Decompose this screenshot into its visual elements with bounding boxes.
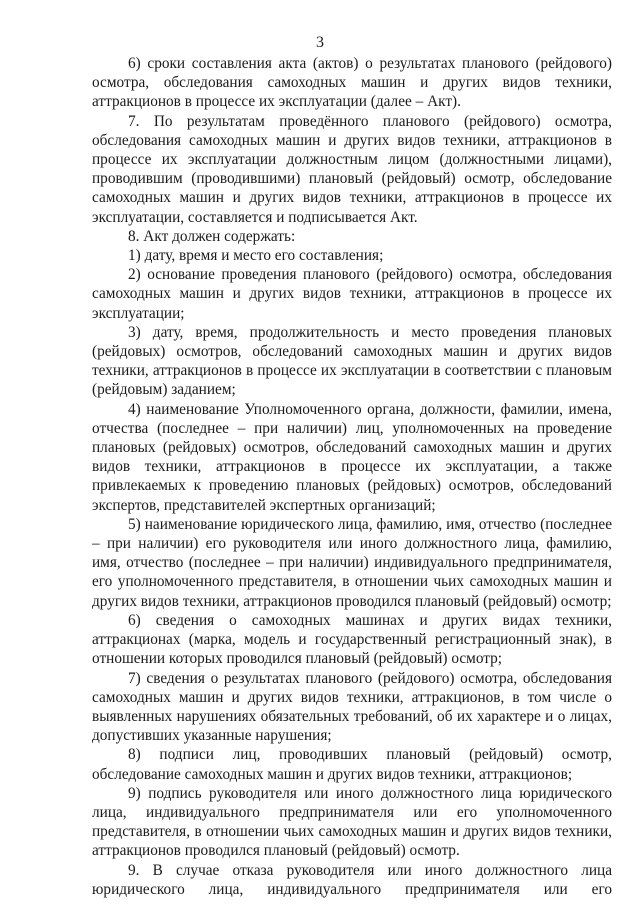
list-item-7-results: 7) сведения о результатах планового (рейдового) осмотра, обследования самоходных машин и других видов техники, аттракционов, в том числе о выявленных нарушениях обязательных требований, об их характере и о лицах, допустивших указанные нарушения; [92,669,612,745]
paragraph-8-act-contents: 8. Акт должен содержать: [128,227,296,245]
list-item-4-authority: 4) наименование Уполномоченного органа, должности, фамилии, имена, отчества (последнее – при наличии) лиц, уполномоченных на проведение плановых (рейдовых) осмотров, обследований самоходных машин и других видов техники, аттракционов в процессе их эксплуатации, а также привлекаемых к проведению плановых (рейдовых) осмотров, обследований экспертов, представителей экспертных организаций; [92,400,612,514]
paragraph-6-act-deadlines: 6) сроки составления акта (актов) о результатах планового (рейдового) осмотра, обследования самоходных машин и других видов техники, аттракционов в процессе их эксплуатации (далее – Акт). [92,55,612,111]
list-item-2-grounds: 2) основание проведения планового (рейдового) осмотра, обследования самоходных машин и других видов техники, аттракционов в процессе их эксплуатации; [92,266,612,322]
list-item-6-machine-info: 6) сведения о самоходных машинах и других видах техники, аттракционах (марка, модель и государственный регистрационный знак), в отношении которых проводился плановый (рейдовый) осмотр; [92,611,612,668]
page-number: 3 [316,34,324,51]
list-item-1-date-place: 1) дату, время и место его составления; [128,247,384,265]
list-item-9-representative-signature: 9) подпись руководителя или иного должностного лица юридического лица, индивидуального предпринимателя или его уполномоченного представителя, в отношении чьих самоходных машин и других видов техники, аттракционов проводился плановый (рейдовый) осмотр. [92,784,612,860]
list-item-5-legal-entity: 5) наименование юридического лица, фамилию, имя, отчество (последнее – при наличии) его руководителя или иного должностного лица, фамилию, имя, отчество (последнее – при наличии) индивидуального предпринимателя, его уполномоченного представителя, в отношении чьих самоходных машин и других видов техники, аттракционов проводился плановый (рейдовый) осмотр; [92,515,612,610]
paragraph-9-refusal: 9. В случае отказа руководителя или иного должностного лица юридического лица, индивидуального предпринимателя или его [92,861,612,898]
list-item-3-date-duration: 3) дату, время, продолжительность и место проведения плановых (рейдовых) осмотров, обследований самоходных машин и других видов техники, аттракционов в процессе их эксплуатации в соответствии с плановым (рейдовым) заданием; [92,323,612,399]
paragraph-7-act-drafting: 7. По результатам проведённого планового (рейдового) осмотра, обследования самоходных машин и других видов техники, аттракционов в процессе их эксплуатации должностным лицом (должностными лицами), проводившим (проводившими) плановый (рейдовый) осмотр, обследование самоходных машин и других видов техники, аттракционов в процессе их эксплуатации, составляется и подписывается Акт. [92,112,612,226]
list-item-8-signatures: 8) подписи лиц, проводивших плановый (рейдовый) осмотр, обследование самоходных машин и других видов техники, аттракционов; [92,746,612,783]
document-body [92,54,612,899]
